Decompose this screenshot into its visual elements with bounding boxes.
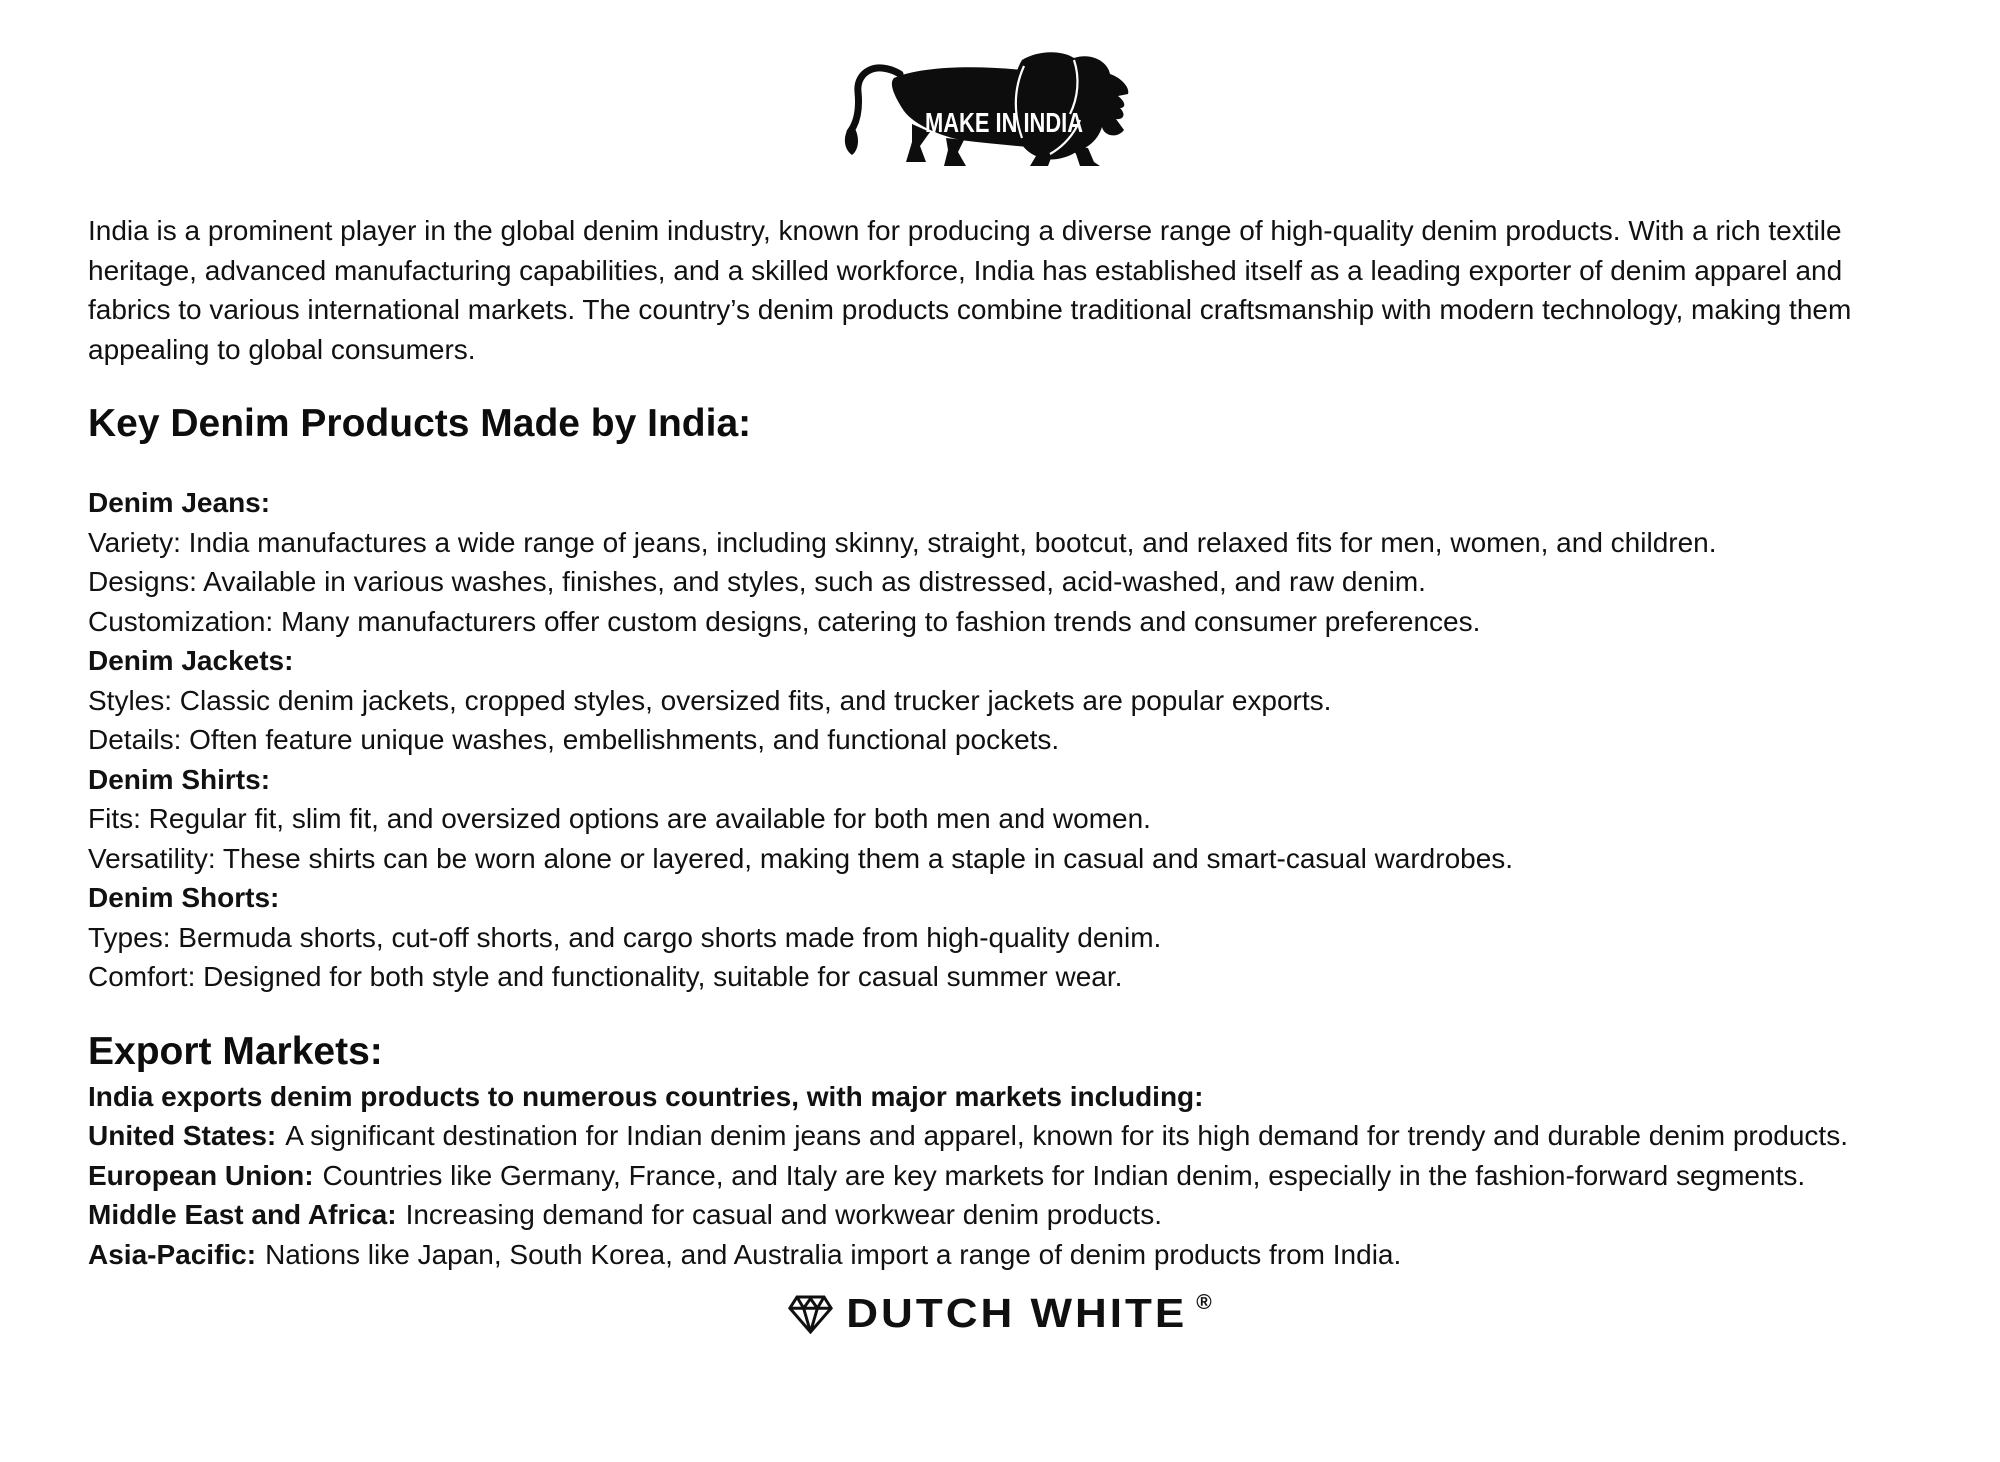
make-in-india-caption: MAKE IN INDIA bbox=[925, 107, 1084, 138]
intro-line: India is a prominent player in the global denim industry, known for producing a diverse range of high-quality denim products. With a rich textile bbox=[88, 215, 1842, 246]
intro-line: appealing to global consumers. bbox=[88, 333, 476, 365]
product-detail-line: Versatility: These shirts can be worn alone or layered, making them a staple in casual and smart-casual wardrobes. bbox=[88, 842, 1514, 874]
product-detail-line: Customization: Many manufacturers offer custom designs, catering to fashion trends and consumer preferences. bbox=[88, 605, 1481, 637]
export-market-item bbox=[88, 1235, 1912, 1275]
dutch-white-logo bbox=[0, 1289, 2000, 1339]
export-market-label: Middle East and Africa: bbox=[88, 1199, 397, 1230]
product-detail-line: Comfort: Designed for both style and functionality, suitable for casual summer wear. bbox=[88, 961, 1123, 992]
intro-paragraph bbox=[88, 211, 1912, 369]
exports-intro: India exports denim products to numerous countries, with major markets including: bbox=[88, 1080, 1204, 1112]
export-markets-list bbox=[88, 1077, 1912, 1275]
product-group-title: Denim Shirts: bbox=[88, 763, 271, 795]
export-market-item bbox=[88, 1116, 1912, 1156]
dutch-white-wordmark: DUTCH WHITE bbox=[846, 1291, 1188, 1337]
registered-trademark-symbol: ® bbox=[1196, 1291, 1212, 1314]
exports-heading: Export Markets: bbox=[88, 1029, 383, 1073]
export-market-item bbox=[88, 1195, 1912, 1235]
export-market-label: United States: bbox=[88, 1120, 277, 1151]
export-market-text: Countries like Germany, France, and Italy are key markets for Indian denim, especially in the fashion-forward segments. bbox=[322, 1159, 1806, 1191]
product-detail-line: Designs: Available in various washes, finishes, and styles, such as distressed, acid-washed, and raw denim. bbox=[88, 566, 1426, 597]
diamond-icon bbox=[788, 1295, 833, 1334]
export-market-text: Nations like Japan, South Korea, and Australia import a range of denim products from India. bbox=[265, 1238, 1402, 1270]
product-group-title: Denim Shorts: bbox=[88, 882, 280, 913]
intro-line: heritage, advanced manufacturing capabilities, and a skilled workforce, India has established itself as a leading exporter of denim apparel and bbox=[88, 254, 1843, 286]
document-page bbox=[0, 48, 2000, 1339]
make-in-india-logo bbox=[842, 48, 1158, 168]
export-market-item bbox=[88, 1156, 1912, 1196]
export-market-label: European Union: bbox=[88, 1159, 314, 1191]
export-market-text: A significant destination for Indian denim jeans and apparel, known for its high demand for trendy and durable denim products. bbox=[285, 1120, 1848, 1151]
product-detail-line: Styles: Classic denim jackets, cropped styles, oversized fits, and trucker jackets are popular exports. bbox=[88, 684, 1332, 716]
product-detail-line: Types: Bermuda shorts, cut-off shorts, and cargo shorts made from high-quality denim. bbox=[88, 921, 1162, 953]
product-group-title: Denim Jackets: bbox=[88, 645, 294, 676]
products-list bbox=[88, 483, 1912, 997]
products-heading: Key Denim Products Made by India: bbox=[88, 402, 752, 445]
intro-line: fabrics to various international markets. The country’s denim products combine traditional craftsmanship with modern technology, making them bbox=[88, 294, 1852, 325]
product-detail-line: Details: Often feature unique washes, embellishments, and functional pockets. bbox=[88, 724, 1060, 755]
product-detail-line: Fits: Regular fit, slim fit, and oversized options are available for both men and women. bbox=[88, 803, 1151, 834]
export-market-text: Increasing demand for casual and workwear denim products. bbox=[405, 1199, 1162, 1230]
product-detail-line: Variety: India manufactures a wide range of jeans, including skinny, straight, bootcut, and relaxed fits for men, women, and children. bbox=[88, 526, 1717, 558]
export-market-label: Asia-Pacific: bbox=[88, 1238, 257, 1270]
product-group-title: Denim Jeans: bbox=[88, 487, 271, 518]
